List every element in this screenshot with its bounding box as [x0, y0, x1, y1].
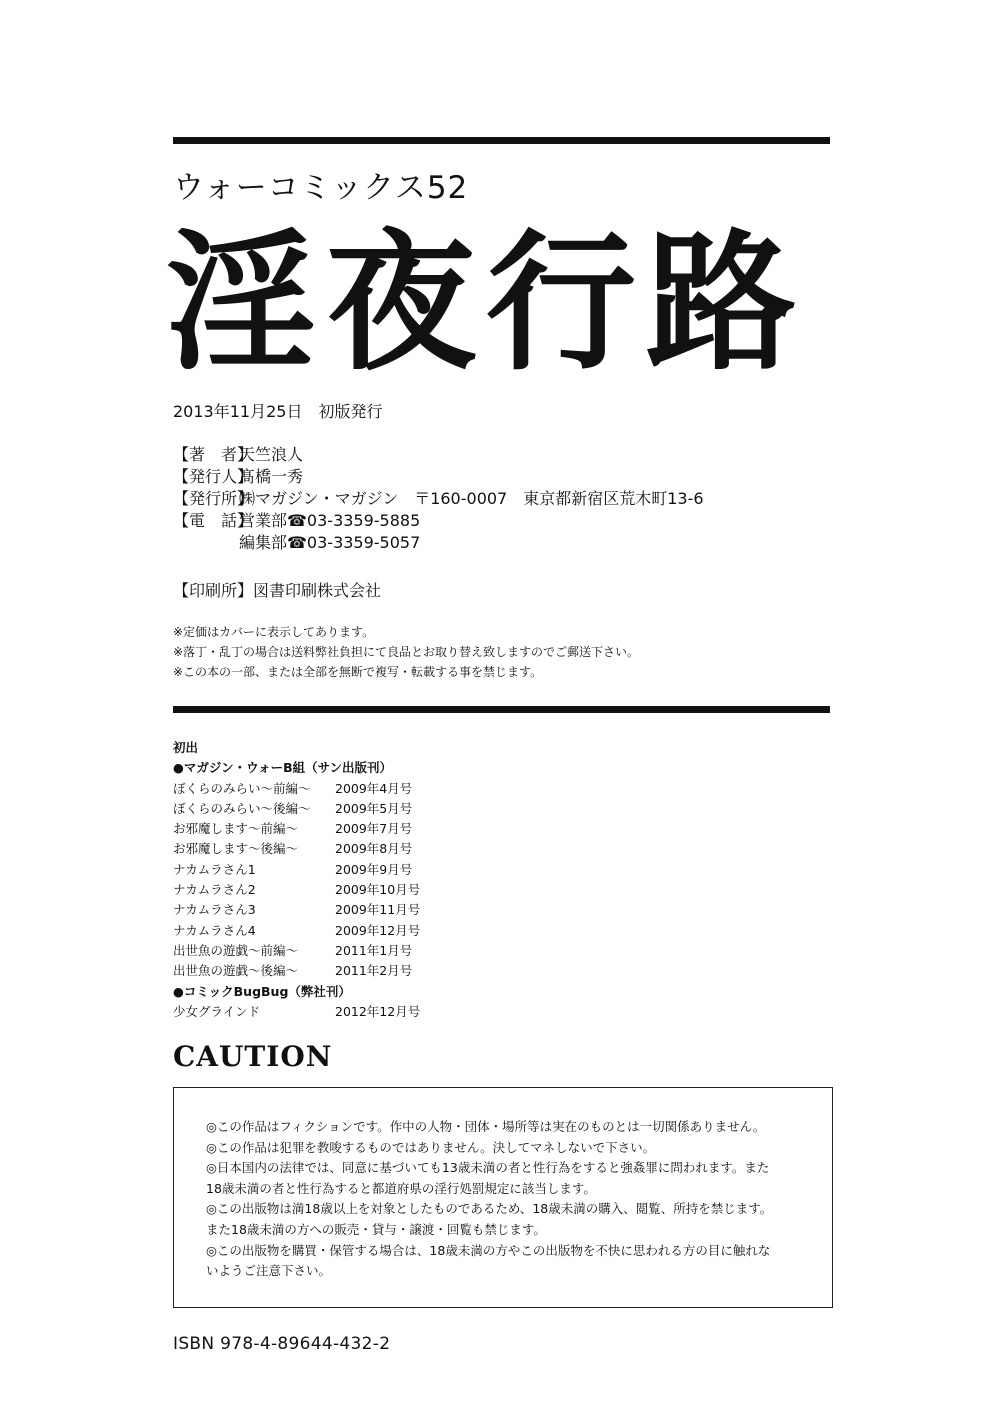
credit-value: 髙橋一秀 — [239, 467, 304, 486]
list-item — [173, 799, 420, 819]
caution-line: ◎この作品は犯罪を教唆するものではありません。決してマネしないで下さい。 — [206, 1139, 656, 1155]
issue: 2012年12月号 — [335, 1003, 421, 1019]
list-item — [173, 779, 420, 799]
credit-label: 【発行人】 — [173, 467, 254, 486]
work-title: 出世魚の遊戯～後編～ — [173, 963, 299, 979]
credit-value: ㈱マガジン・マガジン 〒160-0007 東京都新宿区荒木町13-6 — [239, 489, 704, 508]
credit-label: 【発行所】 — [173, 489, 254, 508]
issue: 2009年7月号 — [335, 821, 413, 837]
credit-row-publisher — [173, 488, 704, 510]
first-appearance-heading: 初出 — [173, 740, 199, 755]
issue: 2009年9月号 — [335, 861, 413, 877]
printer-line: 【印刷所】図書印刷株式会社 — [173, 581, 382, 600]
work-title: 少女グラインド — [173, 1003, 261, 1019]
first-appearance-block — [173, 738, 420, 1022]
note-line: ※この本の一部、または全部を無断で複写・転載する事を禁じます。 — [173, 665, 543, 679]
credit-row-publisher-person — [173, 466, 704, 488]
work-title: ナカムラさん4 — [173, 922, 256, 938]
isbn: ISBN 978-4-89644-432-2 — [173, 1334, 391, 1354]
credit-label: 【電 話】 — [173, 511, 254, 530]
list-item — [173, 880, 420, 900]
caution-line: いようご注意下さい。 — [206, 1263, 332, 1279]
list-item — [173, 941, 420, 961]
top-rule — [173, 137, 830, 144]
credits-block — [173, 444, 704, 554]
notes-block — [173, 622, 639, 682]
work-title: ナカムラさん2 — [173, 882, 256, 898]
credit-row-author — [173, 444, 704, 466]
note-line: ※定価はカバーに表示してあります。 — [173, 625, 375, 639]
work-title: ナカムラさん1 — [173, 861, 256, 877]
work-title: ぼくらのみらい～前編～ — [173, 780, 311, 796]
issue: 2009年4月号 — [335, 780, 413, 796]
issue: 2009年10月号 — [335, 882, 421, 898]
caution-text — [206, 1117, 772, 1282]
list-item — [173, 839, 420, 859]
list-item — [173, 921, 420, 941]
credit-value: 天竺浪人 — [239, 445, 304, 464]
credit-label: 【著 者】 — [173, 445, 254, 464]
publication-date: 2013年11月25日 初版発行 — [173, 402, 383, 421]
magazine-heading: ●コミックBugBug（弊社刊） — [173, 983, 351, 999]
magazine-heading: ●マガジン・ウォーB組（サン出版刊） — [173, 760, 392, 776]
note-line: ※落丁・乱丁の場合は送料弊社負担にて良品とお取り替え致しますのでご郵送下さい。 — [173, 645, 640, 659]
list-item — [173, 900, 420, 920]
work-title: お邪魔します～前編～ — [173, 821, 299, 837]
list-item — [173, 961, 420, 981]
series-name: ウォーコミックス52 — [173, 170, 469, 206]
caution-line: ◎この出版物を購買・保管する場合は、18歳未満の方やこの出版物を不快に思われる方の目に触れな — [206, 1242, 771, 1258]
issue: 2009年5月号 — [335, 800, 413, 816]
work-title: ぼくらのみらい～後編～ — [173, 800, 311, 816]
issue: 2009年12月号 — [335, 922, 421, 938]
work-title: ナカムラさん3 — [173, 902, 256, 918]
caution-line: ◎日本国内の法律では、同意に基づいても13歳未満の者と性行為をすると強姦罪に問われます。また — [206, 1160, 770, 1176]
list-item — [173, 819, 420, 839]
issue: 2009年8月号 — [335, 841, 413, 857]
book-title: 淫夜行路 — [166, 215, 807, 391]
caution-heading: CAUTION — [173, 1040, 333, 1073]
list-item — [173, 1002, 420, 1022]
caution-line: また18歳未満の方への販売・貸与・譲渡・回覧も禁じます。 — [206, 1221, 546, 1237]
work-title: 出世魚の遊戯～前編～ — [173, 942, 299, 958]
issue: 2011年1月号 — [335, 942, 413, 958]
middle-rule — [173, 706, 830, 713]
caution-line: ◎この作品はフィクションです。作中の人物・団体・場所等は実在のものとは一切関係ありません。 — [206, 1119, 766, 1134]
caution-line: 18歳未満の者と性行為すると都道府県の淫行処罰規定に該当します。 — [206, 1180, 596, 1196]
list-item — [173, 860, 420, 880]
credit-row-phone-editorial — [173, 532, 704, 554]
issue: 2009年11月号 — [335, 902, 421, 918]
issue: 2011年2月号 — [335, 963, 413, 979]
credit-row-phone — [173, 510, 704, 532]
credit-value: 営業部☎03-3359-5885 — [239, 511, 421, 530]
caution-line: ◎この出版物は満18歳以上を対象としたものであるため、18歳未満の購入、閲覧、所持を禁じます。 — [206, 1201, 773, 1217]
work-title: お邪魔します～後編～ — [173, 841, 299, 857]
credit-value: 編集部☎03-3359-5057 — [239, 533, 421, 552]
